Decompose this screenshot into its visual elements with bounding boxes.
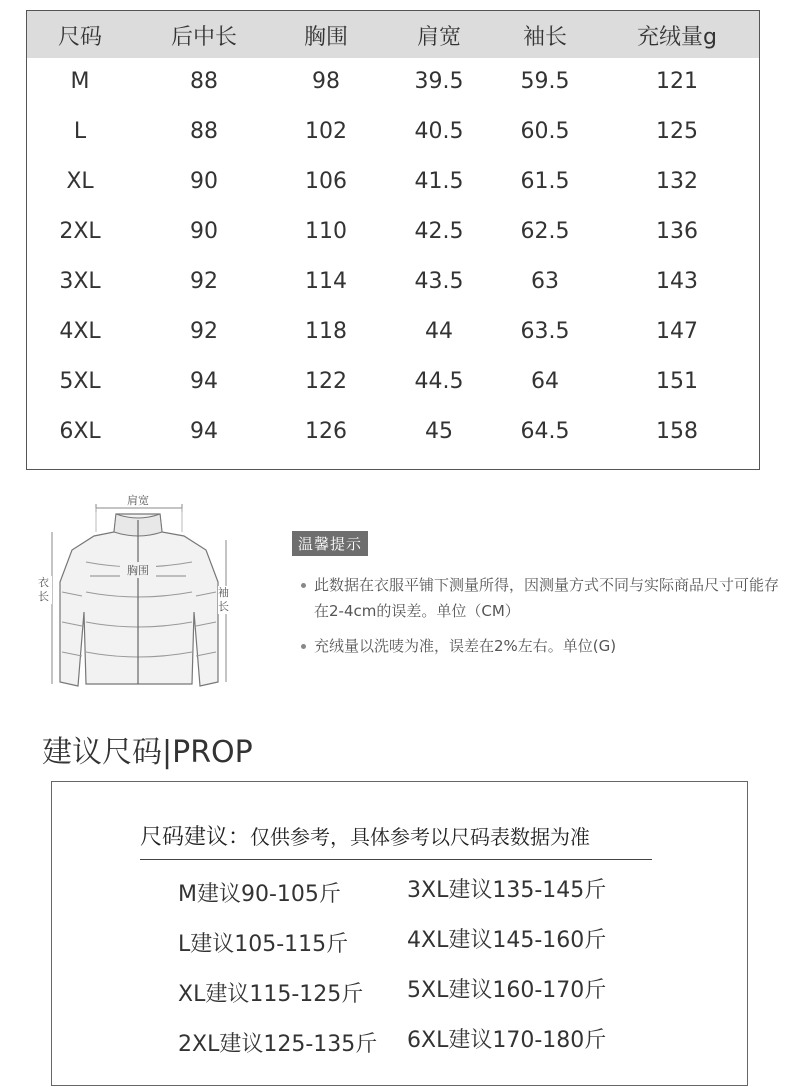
cell-sleeve: 59.5 xyxy=(520,69,570,94)
cell-size: 6XL xyxy=(59,419,101,444)
bullet-icon xyxy=(301,644,306,649)
cell-back-length: 88 xyxy=(190,69,218,94)
cell-shoulder: 44 xyxy=(425,319,453,344)
tips-title: 温馨提示 xyxy=(292,531,368,556)
header-size: 尺码 xyxy=(57,25,103,50)
cell-chest: 98 xyxy=(312,69,340,94)
tip-text: 充绒量以洗唛为准，误差在2%左右。单位(G) xyxy=(314,637,617,655)
cell-size: 4XL xyxy=(59,319,101,344)
table-row xyxy=(27,161,759,211)
cell-back-length: 94 xyxy=(190,419,218,444)
recommend-item: XL建议115-125斤 xyxy=(178,982,364,1007)
cell-down-fill: 132 xyxy=(656,169,698,194)
cell-down-fill: 121 xyxy=(656,69,698,94)
recommend-item: 5XL建议160-170斤 xyxy=(407,978,607,1003)
table-row xyxy=(27,311,759,361)
recommend-item: L建议105-115斤 xyxy=(178,932,349,957)
header-shoulder: 肩宽 xyxy=(416,25,462,50)
cell-sleeve: 60.5 xyxy=(520,119,570,144)
cell-down-fill: 125 xyxy=(656,119,698,144)
tip-item xyxy=(304,572,784,624)
table-row xyxy=(27,111,759,161)
shoulder-label: 肩宽 xyxy=(127,494,149,507)
cell-size: 3XL xyxy=(59,269,101,294)
cell-shoulder: 39.5 xyxy=(414,69,464,94)
cell-back-length: 90 xyxy=(190,169,218,194)
cell-chest: 126 xyxy=(305,419,347,444)
header-chest: 胸围 xyxy=(303,25,349,50)
jacket-illustration xyxy=(34,492,244,692)
cell-back-length: 92 xyxy=(190,319,218,344)
cell-shoulder: 42.5 xyxy=(414,219,464,244)
recommend-item: 6XL建议170-180斤 xyxy=(407,1028,607,1053)
tip-text: 此数据在衣服平铺下测量所得，因测量方式不同与实际商品尺寸可能存在2-4cm的误差。单位（CM） xyxy=(314,576,780,620)
size-table-header xyxy=(27,11,759,58)
cell-chest: 118 xyxy=(305,319,347,344)
cell-down-fill: 151 xyxy=(656,369,698,394)
cell-down-fill: 136 xyxy=(656,219,698,244)
cell-chest: 106 xyxy=(305,169,347,194)
cell-size: M xyxy=(70,69,90,94)
cell-size: L xyxy=(73,119,87,144)
cell-size: 2XL xyxy=(59,219,101,244)
cell-sleeve: 62.5 xyxy=(520,219,570,244)
cell-sleeve: 63.5 xyxy=(520,319,570,344)
cell-size: XL xyxy=(66,169,94,194)
header-sleeve: 袖长 xyxy=(522,25,568,50)
cell-chest: 102 xyxy=(305,119,347,144)
bullet-icon xyxy=(301,583,306,588)
table-row xyxy=(27,411,759,461)
cell-shoulder: 44.5 xyxy=(414,369,464,394)
cell-down-fill: 158 xyxy=(656,419,698,444)
table-row xyxy=(27,261,759,311)
cell-chest: 122 xyxy=(305,369,347,394)
cell-sleeve: 61.5 xyxy=(520,169,570,194)
recommend-heading: 建议尺码|PROP xyxy=(42,735,253,770)
cell-down-fill: 143 xyxy=(656,269,698,294)
tip-item xyxy=(304,633,784,659)
length-label: 衣长 xyxy=(38,576,52,604)
header-back-length: 后中长 xyxy=(170,25,238,50)
cell-shoulder: 40.5 xyxy=(414,119,464,144)
cell-back-length: 94 xyxy=(190,369,218,394)
header-down-fill: 充绒量g xyxy=(637,25,717,50)
table-row xyxy=(27,61,759,111)
cell-sleeve: 64.5 xyxy=(520,419,570,444)
recommend-title xyxy=(140,820,652,860)
jacket-diagram xyxy=(34,492,244,692)
cell-chest: 110 xyxy=(305,219,347,244)
cell-back-length: 90 xyxy=(190,219,218,244)
cell-back-length: 88 xyxy=(190,119,218,144)
cell-chest: 114 xyxy=(305,269,347,294)
cell-back-length: 92 xyxy=(190,269,218,294)
cell-shoulder: 45 xyxy=(425,419,453,444)
recommend-item: 3XL建议135-145斤 xyxy=(407,878,607,903)
cell-shoulder: 43.5 xyxy=(414,269,464,294)
recommend-item: M建议90-105斤 xyxy=(178,882,341,907)
table-row xyxy=(27,211,759,261)
sleeve-label: 袖长 xyxy=(218,586,232,614)
recommend-item: 2XL建议125-135斤 xyxy=(178,1032,378,1057)
cell-sleeve: 64 xyxy=(531,369,559,394)
recommend-right-column xyxy=(407,876,606,1076)
recommend-title-rest: 仅供参考，具体参考以尺码表数据为准 xyxy=(250,825,591,849)
table-row xyxy=(27,361,759,411)
chest-label: 胸围 xyxy=(127,564,149,577)
recommend-left-column xyxy=(178,880,377,1080)
cell-size: 5XL xyxy=(59,369,101,394)
cell-down-fill: 147 xyxy=(656,319,698,344)
cell-shoulder: 41.5 xyxy=(414,169,464,194)
cell-sleeve: 63 xyxy=(531,269,559,294)
recommend-item: 4XL建议145-160斤 xyxy=(407,928,607,953)
size-table xyxy=(26,10,760,470)
recommend-title-lead: 尺码建议： xyxy=(140,825,251,850)
